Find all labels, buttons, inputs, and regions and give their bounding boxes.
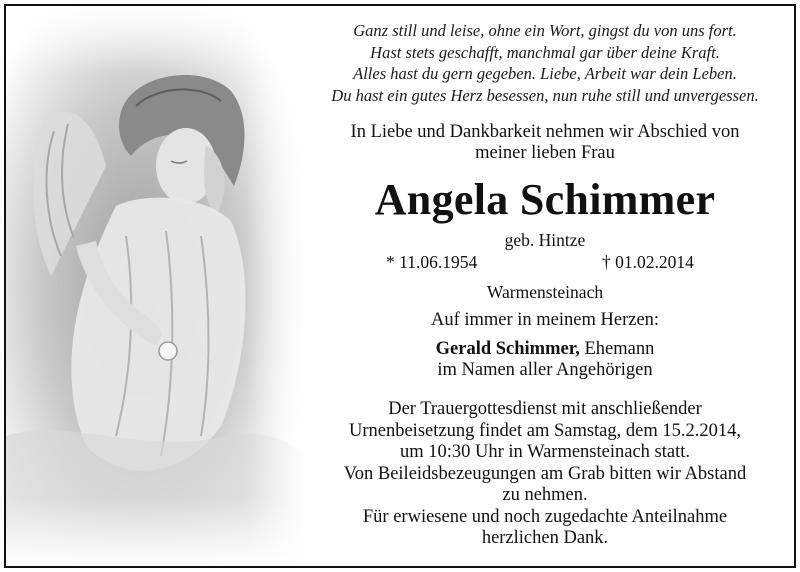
service-info [296,399,794,550]
death-date: † 01.02.2014 [602,252,694,272]
poem-line: Alles hast du gern gegeben. Liebe, Arbeit war dein Leben. [353,64,737,83]
service-line: Für erwiesene und noch zugedachte Anteilnahme [362,506,728,527]
birth-name: geb. Hintze [504,230,586,250]
life-dates [296,251,794,273]
intro-line: meiner lieben Frau [475,143,615,163]
obituary-card [4,4,796,568]
poem-line: Ganz still und leise, ohne ein Wort, gingst du von uns fort. [353,21,737,40]
forever-line: Auf immer in meinem Herzen: [430,310,660,330]
poem-line: Du hast ein gutes Herz besessen, nun ruhe still und unvergessen. [331,85,759,105]
service-line: Von Beileidsbezeugungen am Grab bitten wir Abstand [343,463,747,484]
service-line: Urnenbeisetzung findet am Samstag, dem 15.2.2014, [348,420,741,441]
obituary-text [296,20,794,550]
signer-role: Ehemann [579,339,655,359]
service-line: Der Trauergottesdienst mit anschließender [388,399,702,419]
signer-line [296,339,794,360]
intro [296,122,794,164]
service-line: herzlichen Dank. [481,528,609,548]
poem-line: Hast stets geschafft, manchmal gar über deine Kraft. [370,42,720,62]
angel-illustration [6,6,306,566]
signer-name: Gerald Schimmer, [435,339,580,359]
signer-note: im Namen aller Angehörigen [437,360,653,380]
intro-line: In Liebe und Dankbarkeit nehmen wir Abschied von [350,122,740,142]
service-line: um 10:30 Uhr in Warmensteinach statt. [399,442,690,462]
signature-block [296,339,794,381]
deceased-name: Angela Schimmer [374,175,716,224]
place: Warmensteinach [486,282,604,302]
poem [296,20,794,106]
service-line: zu nehmen. [502,485,588,505]
birth-date: * 11.06.1954 [386,252,478,272]
